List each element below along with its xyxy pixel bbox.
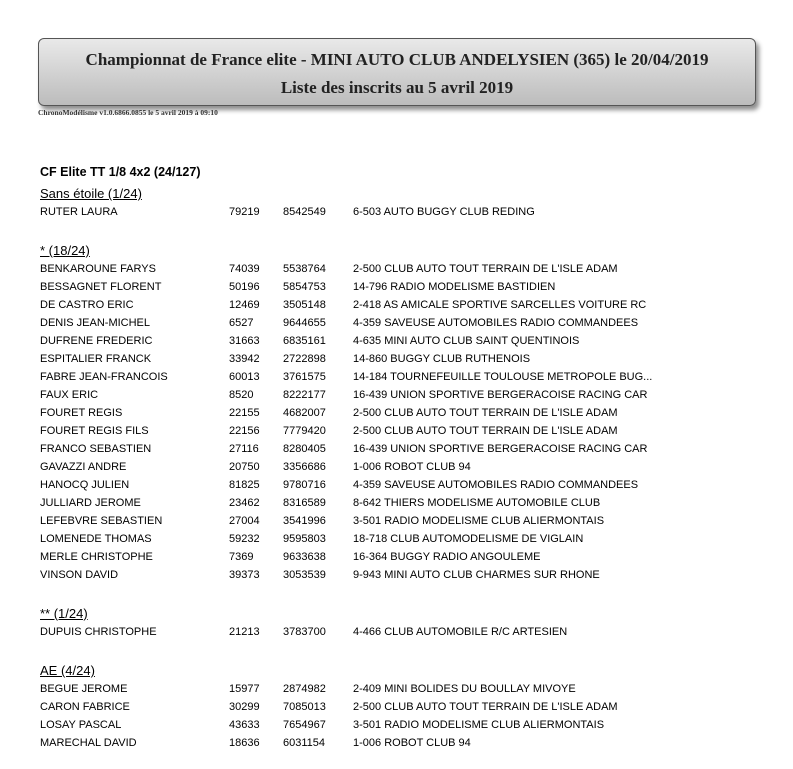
licence-number: 60013 [229,371,260,383]
club-name: 16-439 UNION SPORTIVE BERGERACOISE RACING CAR [353,443,648,455]
table-row [0,425,793,443]
group-title: * (18/24) [40,243,90,258]
driver-name: DE CASTRO ERIC [40,299,134,311]
table-row [0,626,793,644]
driver-name: CARON FABRICE [40,701,130,713]
licence-number: 74039 [229,263,260,275]
club-name: 4-359 SAVEUSE AUTOMOBILES RADIO COMMANDEES [353,317,639,329]
transponder-number: 9633638 [283,551,326,563]
club-name: 14-796 RADIO MODELISME BASTIDIEN [353,281,556,293]
table-row [0,281,793,299]
club-name: 16-364 BUGGY RADIO ANGOULEME [353,551,541,563]
transponder-number: 3505148 [283,299,326,311]
driver-name: BEGUE JEROME [40,683,128,695]
club-name: 18-718 CLUB AUTOMODELISME DE VIGLAIN [353,533,584,545]
transponder-number: 8222177 [283,389,326,401]
club-name: 1-006 ROBOT CLUB 94 [353,461,471,473]
transponder-number: 3761575 [283,371,326,383]
driver-name: GAVAZZI ANDRE [40,461,127,473]
software-stamp: ChronoModélisme v1.0.6866.0855 le 5 avril 2019 à 09:10 [38,108,218,117]
transponder-number: 8542549 [283,206,326,218]
club-name: 4-466 CLUB AUTOMOBILE R/C ARTESIEN [353,626,568,638]
page-subtitle: Liste des inscrits au 5 avril 2019 [280,78,514,97]
driver-name: LEFEBVRE SEBASTIEN [40,515,163,527]
driver-name: DUPUIS CHRISTOPHE [40,626,157,638]
driver-name: RUTER LAURA [40,206,118,218]
club-name: 2-500 CLUB AUTO TOUT TERRAIN DE L'ISLE ADAM [353,407,618,419]
transponder-number: 8280405 [283,443,326,455]
club-name: 8-642 THIERS MODELISME AUTOMOBILE CLUB [353,497,601,509]
club-name: 4-359 SAVEUSE AUTOMOBILES RADIO COMMANDEES [353,479,639,491]
licence-number: 50196 [229,281,260,293]
licence-number: 79219 [229,206,260,218]
licence-number: 18636 [229,737,260,749]
transponder-number: 7654967 [283,719,326,731]
driver-name: MERLE CHRISTOPHE [40,551,153,563]
licence-number: 23462 [229,497,260,509]
group-title: AE (4/24) [40,663,95,678]
table-row [0,389,793,407]
licence-number: 15977 [229,683,260,695]
transponder-number: 9595803 [283,533,326,545]
table-row [0,719,793,737]
licence-number: 6527 [229,317,254,329]
club-name: 4-635 MINI AUTO CLUB SAINT QUENTINOIS [353,335,580,347]
driver-name: VINSON DAVID [40,569,119,581]
club-name: 14-860 BUGGY CLUB RUTHENOIS [353,353,531,365]
driver-name: FOURET REGIS FILS [40,425,149,437]
licence-number: 21213 [229,626,260,638]
header-banner [38,38,756,106]
table-row [0,407,793,425]
club-name: 2-409 MINI BOLIDES DU BOULLAY MIVOYE [353,683,576,695]
transponder-number: 3541996 [283,515,326,527]
licence-number: 81825 [229,479,260,491]
club-name: 16-439 UNION SPORTIVE BERGERACOISE RACING CAR [353,389,648,401]
licence-number: 8520 [229,389,254,401]
licence-number: 39373 [229,569,260,581]
table-row [0,479,793,497]
club-name: 2-500 CLUB AUTO TOUT TERRAIN DE L'ISLE ADAM [353,701,618,713]
table-row [0,206,793,224]
transponder-number: 6835161 [283,335,326,347]
licence-number: 59232 [229,533,260,545]
transponder-number: 3053539 [283,569,326,581]
licence-number: 30299 [229,701,260,713]
transponder-number: 3783700 [283,626,326,638]
licence-number: 22156 [229,425,260,437]
club-name: 14-184 TOURNEFEUILLE TOULOUSE METROPOLE BUG... [353,371,653,383]
licence-number: 12469 [229,299,260,311]
licence-number: 27116 [229,443,259,455]
table-row [0,683,793,701]
group-title: Sans étoile (1/24) [40,186,142,201]
club-name: 2-500 CLUB AUTO TOUT TERRAIN DE L'ISLE ADAM [353,263,618,275]
driver-name: BENKAROUNE FARYS [40,263,156,275]
licence-number: 33942 [229,353,260,365]
transponder-number: 7085013 [283,701,326,713]
transponder-number: 5854753 [283,281,326,293]
table-row [0,317,793,335]
licence-number: 43633 [229,719,260,731]
driver-name: JULLIARD JEROME [40,497,141,509]
transponder-number: 5538764 [283,263,326,275]
transponder-number: 3356686 [283,461,326,473]
table-row [0,353,793,371]
driver-name: MARECHAL DAVID [40,737,137,749]
club-name: 3-501 RADIO MODELISME CLUB ALIERMONTAIS [353,719,605,731]
table-row [0,701,793,719]
club-name: 9-943 MINI AUTO CLUB CHARMES SUR RHONE [353,569,600,581]
driver-name: DENIS JEAN-MICHEL [40,317,151,329]
category-title: CF Elite TT 1/8 4x2 (24/127) [40,165,201,179]
club-name: 2-418 AS AMICALE SPORTIVE SARCELLES VOITURE RC [353,299,647,311]
table-row [0,533,793,551]
table-row [0,551,793,569]
club-name: 6-503 AUTO BUGGY CLUB REDING [353,206,535,218]
driver-name: FOURET REGIS [40,407,123,419]
club-name: 3-501 RADIO MODELISME CLUB ALIERMONTAIS [353,515,605,527]
driver-name: BESSAGNET FLORENT [40,281,162,293]
licence-number: 31663 [229,335,260,347]
club-name: 2-500 CLUB AUTO TOUT TERRAIN DE L'ISLE ADAM [353,425,618,437]
transponder-number: 4682007 [283,407,326,419]
group-title: ** (1/24) [40,606,88,621]
table-row [0,299,793,317]
transponder-number: 2874982 [283,683,326,695]
driver-name: LOMENEDE THOMAS [40,533,152,545]
page-title: Championnat de France elite - MINI AUTO CLUB ANDELYSIEN (365) le 20/04/2019 [85,50,709,69]
transponder-number: 9780716 [283,479,326,491]
transponder-number: 7779420 [283,425,326,437]
table-row [0,515,793,533]
driver-name: FABRE JEAN-FRANCOIS [40,371,168,383]
table-row [0,737,793,755]
driver-name: FAUX ERIC [40,389,99,401]
club-name: 1-006 ROBOT CLUB 94 [353,737,471,749]
table-row [0,497,793,515]
table-row [0,371,793,389]
licence-number: 22155 [229,407,260,419]
table-row [0,569,793,587]
licence-number: 27004 [229,515,260,527]
table-row [0,335,793,353]
driver-name: FRANCO SEBASTIEN [40,443,152,455]
licence-number: 20750 [229,461,260,473]
driver-name: DUFRENE FREDERIC [40,335,153,347]
driver-name: LOSAY PASCAL [40,719,122,731]
table-row [0,461,793,479]
table-row [0,443,793,461]
transponder-number: 6031154 [283,737,326,749]
transponder-number: 9644655 [283,317,326,329]
transponder-number: 8316589 [283,497,326,509]
table-row [0,263,793,281]
licence-number: 7369 [229,551,254,563]
driver-name: HANOCQ JULIEN [40,479,130,491]
transponder-number: 2722898 [283,353,326,365]
driver-name: ESPITALIER FRANCK [40,353,152,365]
